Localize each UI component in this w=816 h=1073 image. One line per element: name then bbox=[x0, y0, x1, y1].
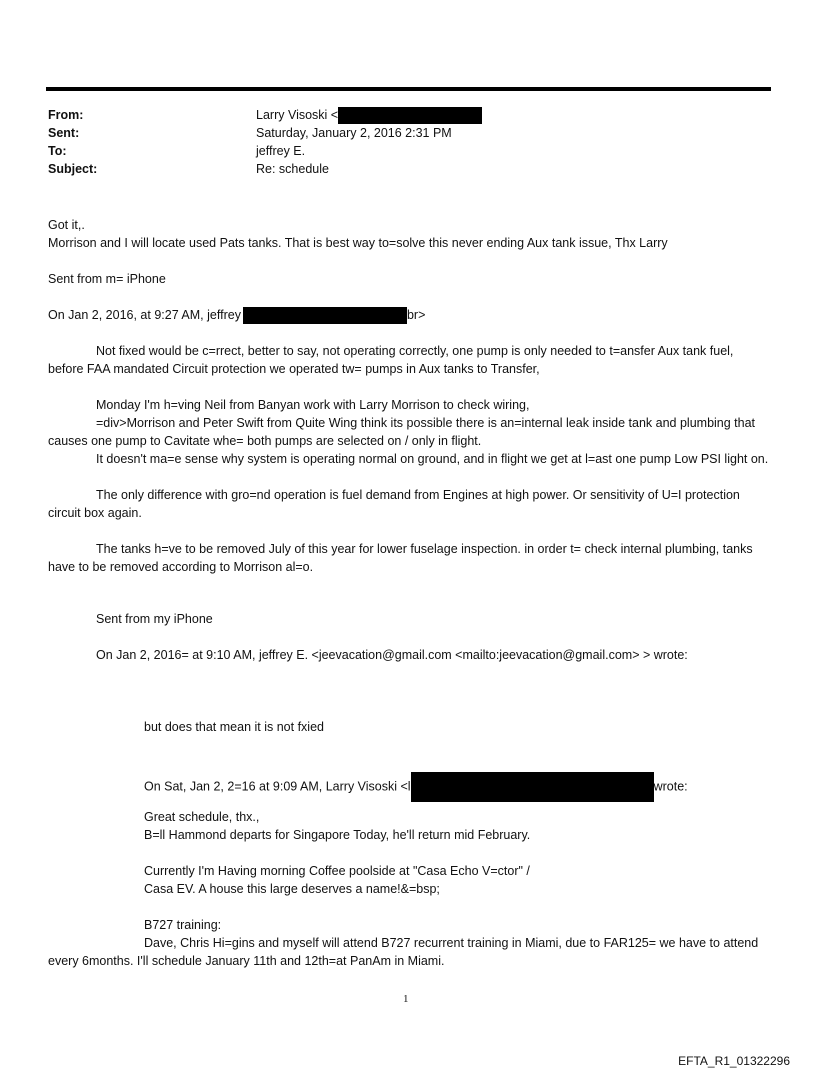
quote-header-1-suffix: br> bbox=[406, 308, 426, 322]
subject-label: Subject: bbox=[48, 162, 98, 176]
quoted-line: Great schedule, thx., bbox=[144, 810, 260, 824]
quoted-message: but does that mean it is not fxied bbox=[144, 720, 324, 734]
from-name: Larry Visoski < bbox=[256, 108, 339, 122]
quote-header-1-prefix: On Jan 2, 2016, at 9:27 AM, jeffrey bbox=[48, 308, 241, 322]
quote-header-3-suffix: wrote: bbox=[653, 779, 688, 794]
paragraph: It doesn't ma=e sense why system is operating normal on ground, and in flight we get at l=ast one pump Low PSI light on. bbox=[96, 452, 769, 466]
quote-header-3-prefix: On Sat, Jan 2, 2=16 at 9:09 AM, Larry Visoski <l bbox=[144, 779, 411, 794]
quoted-paragraph: Dave, Chris Hi=gins and myself will attend B727 recurrent training in Miami, due to FAR125= we have to attend every 6months. I'll schedule January 11th and 12th=at PanAm in Miami. bbox=[48, 936, 759, 968]
document-id: EFTA_R1_01322296 bbox=[678, 1054, 790, 1068]
sent-value: Saturday, January 2, 2016 2:31 PM bbox=[256, 126, 452, 140]
paragraph: The only difference with gro=nd operation is fuel demand from Engines at high power. Or sensitivity of U=I protection circuit box again. bbox=[48, 488, 740, 520]
quoted-line: Currently I'm Having morning Coffee poolside at "Casa Echo V=ctor" / bbox=[144, 864, 530, 878]
quoted-line: B=ll Hammond departs for Singapore Today, he'll return mid February. bbox=[144, 828, 531, 842]
redaction-bar bbox=[338, 107, 482, 124]
signature-iphone: Sent from my iPhone bbox=[96, 612, 213, 626]
top-rule bbox=[46, 87, 771, 91]
paragraph: The tanks h=ve to be removed July of this year for lower fuselage inspection. in order t= check internal plumbing, tanks have to be removed according to Morrison al=o. bbox=[48, 542, 753, 574]
reply-body: Morrison and I will locate used Pats tanks. That is best way to=solve this never ending Aux tank issue, Thx Larry bbox=[48, 236, 668, 250]
quote-header-1 bbox=[48, 306, 425, 324]
quoted-line: Casa EV. A house this large deserves a name!&=bsp; bbox=[144, 882, 440, 896]
page-number: 1 bbox=[403, 993, 409, 1005]
quoted-heading: B727 training: bbox=[144, 918, 222, 932]
from-label: From: bbox=[48, 108, 84, 122]
sent-label: Sent: bbox=[48, 126, 80, 140]
paragraph: Monday I'm h=ving Neil from Banyan work with Larry Morrison to check wiring, bbox=[96, 398, 530, 412]
to-label: To: bbox=[48, 144, 67, 158]
quote-header-3 bbox=[144, 772, 688, 802]
reply-greeting: Got it,. bbox=[48, 218, 85, 232]
signature-iphone: Sent from m= iPhone bbox=[48, 272, 166, 286]
quote-header-2: On Jan 2, 2016= at 9:10 AM, jeffrey E. <jeevacation@gmail.com <mailto:jeevacation@gmail.com> > wrote: bbox=[96, 648, 688, 662]
redaction-bar bbox=[243, 307, 407, 324]
paragraph: Not fixed would be c=rrect, better to say, not operating correctly, one pump is only needed to t=ansfer Aux tank fuel, before FAA mandated Circuit protection we operated tw= pumps in Aux tanks to Transfer, bbox=[48, 344, 734, 376]
subject-value: Re: schedule bbox=[256, 162, 329, 176]
to-value: jeffrey E. bbox=[256, 144, 306, 158]
from-value bbox=[256, 106, 482, 124]
redaction-bar bbox=[411, 772, 654, 802]
paragraph: =div>Morrison and Peter Swift from Quite Wing think its possible there is an=internal leak inside tank and plumbing that causes one pump to Cavitate whe= both pumps are selected on / only in flight. bbox=[48, 416, 756, 448]
